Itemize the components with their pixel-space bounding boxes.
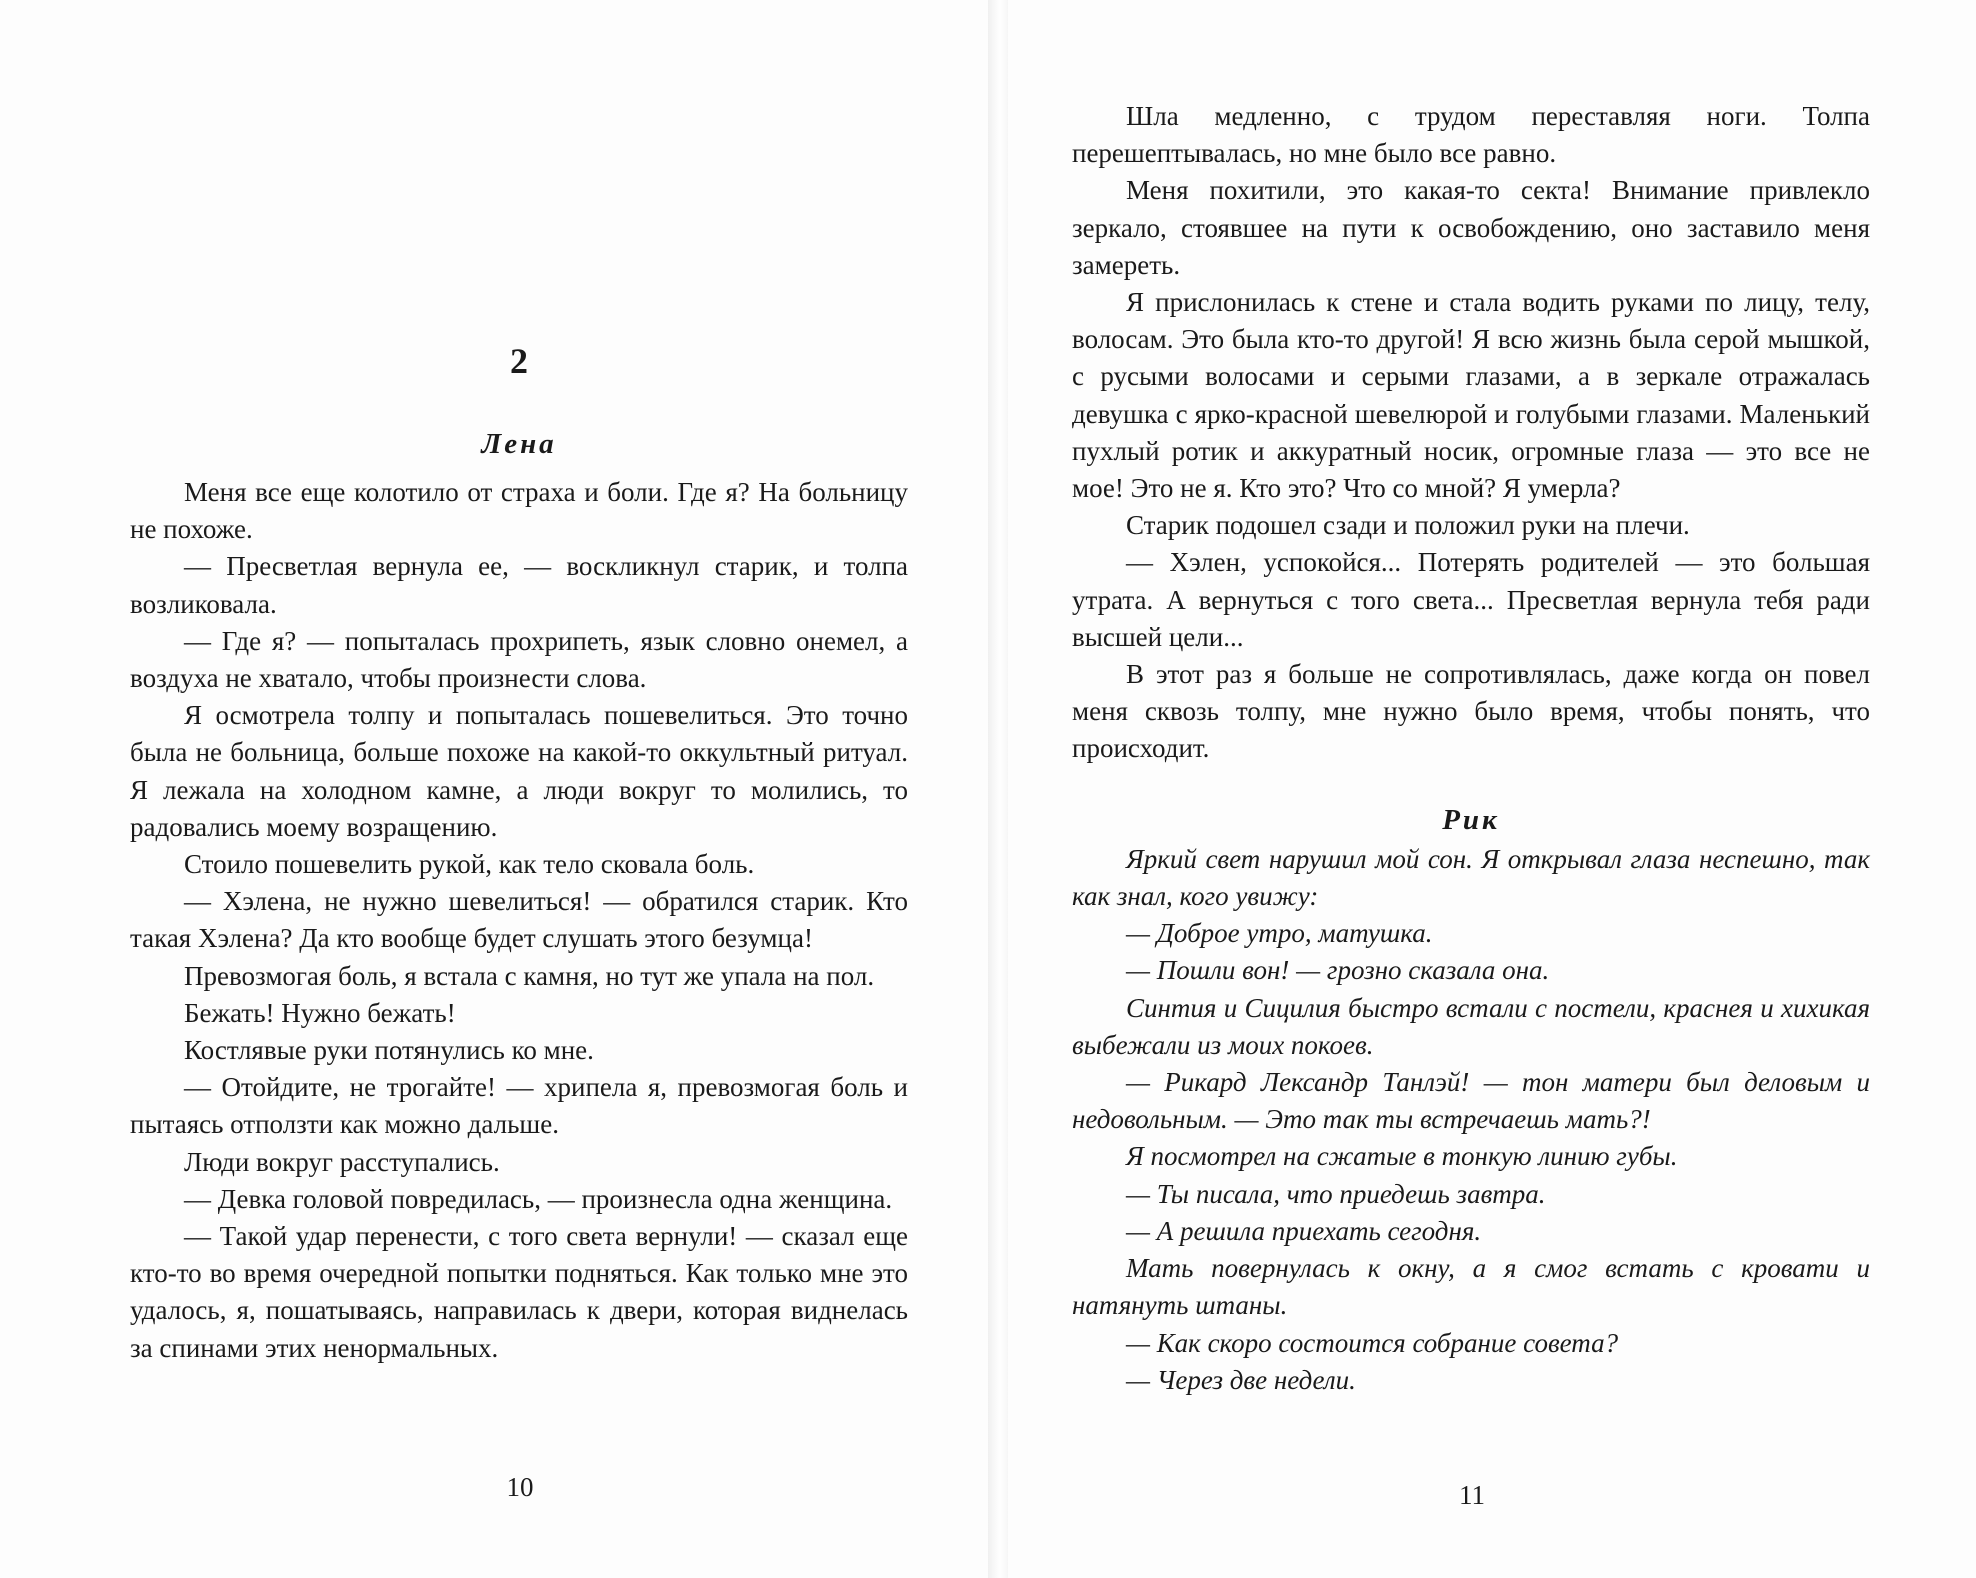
right-page-body [1072,98,1870,1399]
chapter-number: 2 [510,341,528,381]
section-heading-lena: Лена [481,428,557,460]
paragraph: В этот раз я больше не сопротивлялась, даже когда он повел меня сквозь толпу, мне нужно было время, чтобы понять, что происходит. [1072,659,1870,764]
italic-paragraph: Синтия и Сицилия быстро встали с постели, краснея и хихикая выбежали из моих покоев. [1072,992,1870,1060]
paragraph: — Отойдите, не трогайте! — хрипела я, превозмогая боль и пытаясь отползти как можно дальше. [130,1072,908,1140]
paragraph: Старик подошел сзади и положил руки на плечи. [1126,510,1690,541]
page-number-left: 10 [506,1472,534,1502]
italic-paragraph: — Доброе утро, матушка. [1126,918,1433,949]
paragraph: Бежать! Нужно бежать! [184,997,456,1028]
paragraph: Меня похитили, это какая-то секта! Внимание привлекло зеркало, стоявшее на пути к освобождению, оно заставило меня замереть. [1072,175,1870,280]
paragraph: — Пресветлая вернула ее, — воскликнул старик, и толпа возликовала. [130,551,908,619]
italic-paragraph: — Через две недели. [1126,1364,1356,1395]
italic-paragraph: — Рикард Лександр Танлэй! — тон матери был деловым и недовольным. — Это так ты встречаешь мать?! [1072,1067,1870,1135]
italic-paragraph: Мать повернулась к окну, а я смог встать с кровати и натянуть штаны. [1072,1253,1870,1321]
page-number-right: 11 [1459,1480,1485,1510]
section-heading-rik: Рик [1442,803,1500,836]
paragraph: — Где я? — попыталась прохрипеть, язык словно онемел, а воздуха не хватало, чтобы произнести слова. [130,625,908,694]
paragraph: Стоило пошевелить рукой, как тело сковала боль. [184,849,755,880]
paragraph: Люди вокруг расступались. [184,1146,500,1177]
paragraph: — Хэлена, не нужно шевелиться! — обратился старик. Кто такая Хэлена? Да кто вообще будет слушать этого безумца! [130,886,908,954]
italic-paragraph: Яркий свет нарушил мой сон. Я открывал глаза неспешно, так как знал, кого увижу: [1072,843,1870,912]
paragraph: — Хэлен, успокойся... Потерять родителей — это большая утрата. А вернуться с того света... Пресветлая вернула тебя ради высшей цели... [1072,547,1870,652]
paragraph: Я прислонилась к стене и стала водить руками по лицу, телу, волосам. Это была кто-то другой! Я всю жизнь была серой мышкой, с русыми волосами и серыми глазами, а в зеркале отражалась девушка с ярко-красной шевелюрой и голубыми глазами. Маленький пухлый ротик и аккуратный носик, огромные глаза — это все не мое! Это не я. Кто это? Что со мной? Я умерла? [1072,287,1870,504]
paragraph: Шла медленно, с трудом переставляя ноги. Толпа перешептывалась, но мне было все равно. [1072,101,1870,169]
paragraph: — Такой удар перенести, с того света вернули! — сказал еще кто-то во время очередной попытки подняться. Как только мне это удалось, я, пошатываясь, направилась к двери, которая виднелась за спинами этих ненормальных. [130,1221,908,1363]
italic-paragraph: — Пошли вон! — грозно сказала она. [1126,955,1550,986]
paragraph: Меня все еще колотило от страха и боли. Где я? На больницу не похоже. [130,477,908,545]
paragraph: Костлявые руки потянулись ко мне. [184,1035,594,1066]
book-gutter [988,0,1008,1578]
italic-paragraph: — Как скоро состоится собрание совета? [1126,1327,1619,1358]
italic-paragraph: — А решила приехать сегодня. [1126,1215,1482,1246]
paragraph: Я осмотрела толпу и попыталась пошевелиться. Это точно была не больница, больше похоже на какой-то оккультный ритуал. Я лежала на холодном камне, а люди вокруг то молились, то радовались моему возращению. [130,700,908,842]
paragraph: — Девка головой повредилась, — произнесла одна женщина. [184,1183,893,1214]
italic-paragraph: — Ты писала, что приедешь завтра. [1126,1178,1546,1209]
italic-paragraph: Я посмотрел на сжатые в тонкую линию губы. [1126,1141,1678,1172]
left-page-body [130,474,908,1367]
paragraph: Превозмогая боль, я встала с камня, но тут же упала на пол. [184,960,875,991]
